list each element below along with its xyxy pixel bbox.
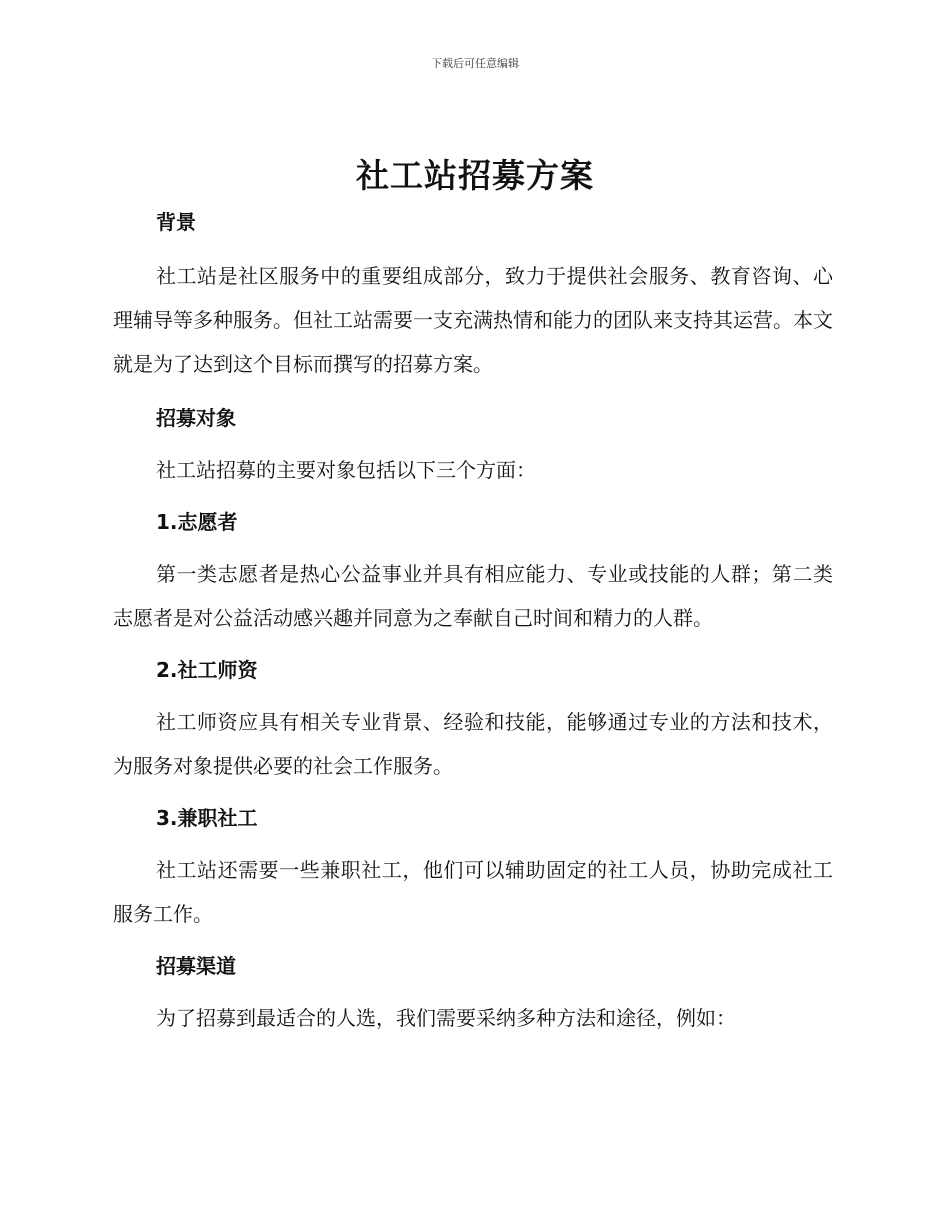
paragraph-volunteers: 第一类志愿者是热心公益事业并具有相应能力、专业或技能的人群；第二类志愿者是对公益活动感兴趣并同意为之奉献自己时间和精力的人群。 <box>113 562 833 630</box>
header-note: 下载后可任意编辑 <box>431 57 519 70</box>
paragraph-channels-intro: 为了招募到最适合的人选，我们需要采纳多种方法和途径，例如： <box>156 1006 736 1030</box>
section-heading-parttime: 3.兼职社工 <box>156 806 258 830</box>
section-heading-teachers: 2.社工师资 <box>156 658 258 682</box>
section-heading-channels: 招募渠道 <box>156 954 236 978</box>
paragraph-parttime: 社工站还需要一些兼职社工，他们可以辅助固定的社工人员，协助完成社工服务工作。 <box>113 858 833 926</box>
document-body <box>113 200 833 1040</box>
document-title: 社工站招募方案 <box>356 156 594 195</box>
section-heading-targets: 招募对象 <box>156 406 236 430</box>
paragraph-teachers: 社工师资应具有相关专业背景、经验和技能，能够通过专业的方法和技术，为服务对象提供必要的社会工作服务。 <box>113 710 833 778</box>
paragraph-background: 社工站是社区服务中的重要组成部分，致力于提供社会服务、教育咨询、心理辅导等多种服务。但社工站需要一支充满热情和能力的团队来支持其运营。本文就是为了达到这个目标而撰写的招募方案。 <box>113 264 833 376</box>
section-heading-background: 背景 <box>156 210 196 234</box>
paragraph-targets-intro: 社工站招募的主要对象包括以下三个方面： <box>156 458 536 482</box>
section-heading-volunteers: 1.志愿者 <box>156 510 238 534</box>
